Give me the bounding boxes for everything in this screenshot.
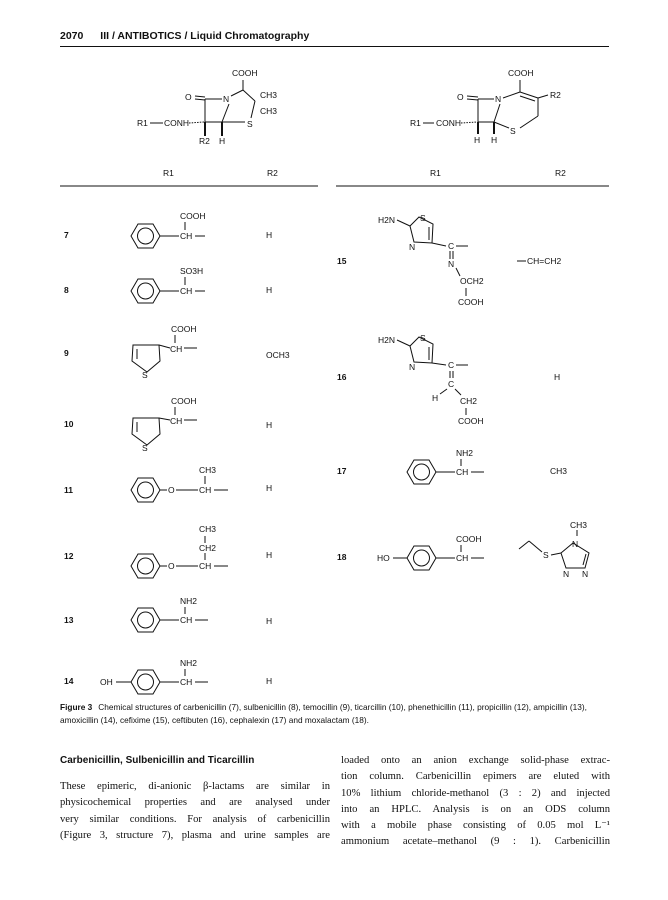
compound-14 — [64, 658, 272, 694]
col-header-left-r1: R1 — [163, 168, 174, 178]
tetrazole-n1: N — [572, 539, 579, 549]
r2-value: H — [266, 483, 273, 493]
compound-12 — [64, 524, 272, 578]
ch-label: CH — [170, 344, 183, 354]
compound-8 — [64, 266, 272, 303]
figure-caption — [60, 701, 610, 726]
cooh-label: COOH — [171, 396, 197, 406]
tetrazole-n3: N — [582, 569, 589, 579]
figure-label: Figure 3 — [60, 702, 93, 712]
ch-label: CH — [180, 677, 193, 687]
core-left-r1: R1 — [137, 118, 148, 128]
core-right-conh: CONH — [436, 118, 462, 128]
och2-label: OCH2 — [460, 276, 484, 286]
core-right-h2: H — [491, 135, 498, 145]
nh2-label: NH2 — [456, 448, 474, 458]
r2-value: H — [266, 550, 273, 560]
core-left-ch3-a: CH3 — [260, 90, 278, 100]
cooh-label: COOH — [171, 324, 197, 334]
ch3-label: CH3 — [570, 520, 588, 530]
r2-value: H — [266, 676, 273, 686]
body-line: ammonium acetate–methanol (9 : 1). Carbenicillin — [341, 836, 610, 848]
body-line: tion column. Carbenicillin epimers are eluted with — [341, 771, 610, 783]
compound-16 — [337, 333, 560, 426]
core-left-o: O — [185, 92, 192, 102]
running-title: III / ANTIBOTICS / Liquid Chromatography — [100, 30, 310, 42]
compound-number: 13 — [64, 615, 74, 625]
cooh-label: COOH — [456, 534, 482, 544]
so3h-label: SO3H — [180, 266, 204, 276]
s-label: S — [543, 550, 549, 560]
ch3-label: CH3 — [199, 524, 217, 534]
ch-label: CH — [180, 615, 193, 625]
compound-number: 8 — [64, 285, 69, 295]
ch-label: CH — [456, 467, 469, 477]
thiazole-s: S — [420, 333, 426, 343]
body-line: These epimeric, di-anionic β-lactams are similar in — [60, 781, 330, 792]
body-line: 10% lithium chloride-methanol (3 : 2) and injected — [341, 787, 610, 799]
body-line: with a mobile phase consisting of 0.05 mol L⁻¹ — [341, 820, 610, 832]
ch-label: CH — [199, 485, 212, 495]
body-column-right — [341, 753, 610, 851]
core-right-n: N — [495, 94, 502, 104]
o-label: O — [168, 561, 175, 571]
body-line: (Figure 3, structure 7), plasma and urine samples are — [60, 829, 330, 841]
thiazole-n: N — [409, 362, 416, 372]
core-left-n: N — [223, 94, 230, 104]
c-label: C — [448, 241, 455, 251]
core-right-o: O — [457, 92, 464, 102]
cooh-label: COOH — [180, 211, 206, 221]
body-column-left — [60, 779, 330, 844]
compound-17 — [337, 448, 567, 484]
r2-value: H — [554, 372, 561, 382]
compound-number: 9 — [64, 348, 69, 358]
col-header-right-r1: R1 — [430, 168, 441, 178]
r2-value: OCH3 — [266, 350, 290, 360]
body-line: into an HPLC. Analysis is on an ODS column — [341, 803, 610, 815]
ch-label: CH — [199, 561, 212, 571]
nh2-label: NH2 — [180, 658, 198, 668]
body-line: very similar conditions. For analysis of carbenicillin — [60, 813, 330, 825]
cooh-label: COOH — [458, 416, 484, 426]
ch-label: CH — [456, 553, 469, 563]
compound-13 — [64, 596, 272, 632]
o-label: O — [168, 485, 175, 495]
cooh-label: COOH — [458, 297, 484, 307]
compound-number: 14 — [64, 676, 74, 686]
col-header-right-r2: R2 — [555, 168, 566, 178]
thiazole-n: N — [409, 242, 416, 252]
ch-label: CH — [170, 416, 183, 426]
core-left-conh: CONH — [164, 118, 190, 128]
ch-label: CH — [180, 286, 193, 296]
core-left-cooh: COOH — [232, 68, 258, 78]
core-left-r2: R2 — [199, 136, 210, 146]
thiophene-s: S — [142, 443, 148, 453]
core-right-cooh: COOH — [508, 68, 534, 78]
ho-label: HO — [377, 553, 390, 563]
body-line: physicochemical properties and are analysed under — [60, 797, 330, 809]
col-header-left-r2: R2 — [267, 168, 278, 178]
core-right-s: S — [510, 126, 516, 136]
compound-18 — [337, 520, 589, 579]
oxime-n: N — [448, 259, 455, 269]
c-label: C — [448, 360, 455, 370]
compound-9 — [64, 324, 290, 380]
tetrazole-n2: N — [563, 569, 570, 579]
nh2-label: NH2 — [180, 596, 198, 606]
compound-15 — [337, 213, 562, 307]
r2-value: H — [266, 420, 273, 430]
ch2-label: CH2 — [199, 543, 217, 553]
section-heading: Carbenicillin, Sulbenicillin and Ticarcillin — [60, 755, 255, 766]
r2-value: H — [266, 285, 273, 295]
core-right-r1: R1 — [410, 118, 421, 128]
ch3-label: CH3 — [199, 465, 217, 475]
r2-value: CH3 — [550, 466, 568, 476]
h2n-label: H2N — [378, 215, 396, 225]
thiophene-s: S — [142, 370, 148, 380]
compound-number: 17 — [337, 466, 347, 476]
compound-number: 11 — [64, 485, 73, 495]
cephalosporin-core-structure — [410, 68, 561, 145]
compound-number: 12 — [64, 551, 74, 561]
r2-value: H — [266, 230, 273, 240]
c2-label: C — [448, 379, 455, 389]
penicillin-core-structure — [137, 68, 277, 146]
ch-label: CH — [180, 231, 193, 241]
compound-number: 16 — [337, 372, 347, 382]
h2n-label: H2N — [378, 335, 396, 345]
page-number: 2070 — [60, 30, 84, 42]
body-line: loaded onto an anion exchange solid-phase extrac- — [341, 755, 610, 766]
compound-7 — [64, 211, 272, 248]
core-left-h: H — [219, 136, 226, 146]
h-label: H — [432, 393, 439, 403]
ch2-label: CH2 — [460, 396, 478, 406]
oh-label: OH — [100, 677, 113, 687]
thiazole-s: S — [420, 213, 426, 223]
compound-11 — [64, 465, 272, 502]
core-left-ch3-b: CH3 — [260, 106, 278, 116]
core-right-h1: H — [474, 135, 481, 145]
r2-value: H — [266, 616, 273, 626]
core-left-s: S — [247, 119, 253, 129]
compound-number: 15 — [337, 256, 347, 266]
compound-number: 10 — [64, 419, 74, 429]
compound-number: 18 — [337, 552, 347, 562]
figure-caption-text: Chemical structures of carbenicillin (7), sulbenicillin (8), temocillin (9), ticarcillin (10), phenethicillin (11), propicillin (12), ampicillin (13), amoxicillin (14), cefixime (15), ceftibuten (16), cephalexin (17) and moxalactam (18). — [60, 702, 587, 725]
compound-10 — [64, 396, 272, 453]
r2-value: CH=CH2 — [527, 256, 562, 266]
core-right-r2: R2 — [550, 90, 561, 100]
compound-number: 7 — [64, 230, 69, 240]
